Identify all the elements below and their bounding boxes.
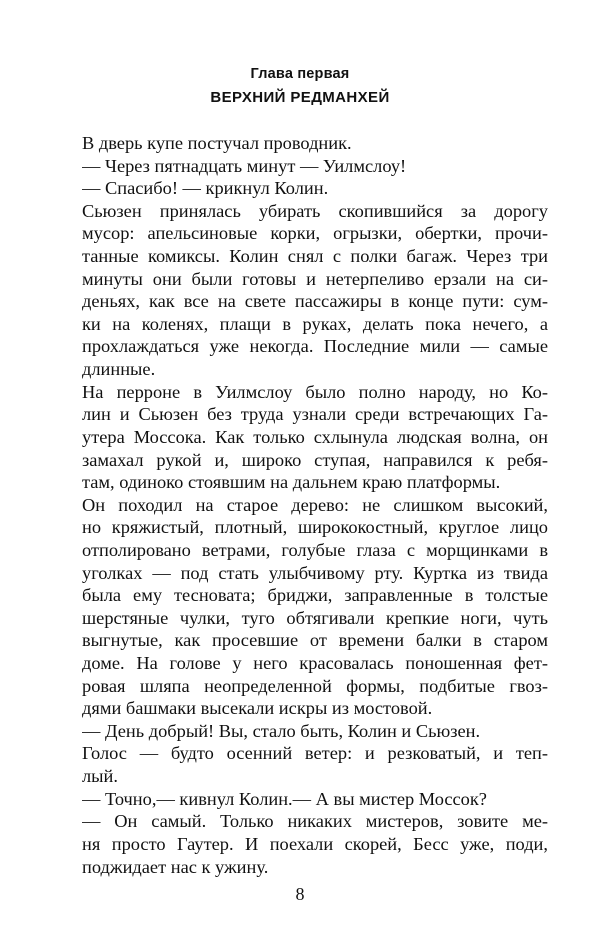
text-line: отполировано ветрами, голубые глаза с морщинками в <box>82 539 548 560</box>
text-line: ня просто Гаутер. И поехали скорей, Бесс уже, поди, <box>82 833 548 854</box>
text-line: ровая шляпа неопределенной формы, подбитые гвоз- <box>82 675 548 696</box>
text-line: — День добрый! Вы, стало быть, Колин и Сьюзен. <box>82 720 481 741</box>
text-line: мусор: апельсиновые корки, огрызки, обертки, прочи- <box>82 223 548 244</box>
text-line: замахал рукой и, широко ступая, направился к ребя- <box>82 449 548 470</box>
page-number: 8 <box>295 884 305 904</box>
text-line: уголках — под стать улыбчивому рту. Куртка из твида <box>82 562 548 583</box>
text-line: На перроне в Уилмслоу было полно народу, но Ко- <box>82 381 548 402</box>
chapter-label: Глава первая <box>250 66 350 82</box>
body-text <box>82 132 548 878</box>
text-line: деньях, как все на свете пассажиры в конце пути: сум- <box>82 291 548 312</box>
text-line: прохлаждаться уже некогда. Последние мили — самые <box>82 336 548 357</box>
text-line: Сьюзен принялась убирать скопившийся за дорогу <box>82 200 548 221</box>
text-line: но кряжистый, плотный, ширококостный, круглое лицо <box>82 517 548 538</box>
text-line: минуты они были готовы и нетерпеливо ерзали на си- <box>82 268 548 289</box>
text-line: доме. На голове у него красовалась поношенная фет- <box>82 653 548 674</box>
text-line: дями башмаки высекали искры из мостовой. <box>82 698 433 719</box>
text-line: лин и Сьюзен без труда узнали среди встречающих Га- <box>82 404 548 425</box>
text-line: выгнутые, как просевшие от времени балки в старом <box>82 630 548 651</box>
text-line: Он походил на старое дерево: не слишком высокий, <box>82 494 548 515</box>
text-line: В дверь купе постучал проводник. <box>82 133 352 153</box>
chapter-title: ВЕРХНИЙ РЕДМАНХЕЙ <box>210 89 390 106</box>
text-line: лый. <box>82 766 118 787</box>
text-line: — Через пятнадцать минут — Уилмслоу! <box>82 155 407 176</box>
text-line: ки на коленях, плащи в руках, делать пока нечего, а <box>82 313 548 334</box>
text-line: Голос — будто осенний ветер: и резковатый, и теп- <box>82 743 548 764</box>
text-line: там, одиноко стоявшим на дальнем краю платформы. <box>82 472 501 493</box>
text-line: — Точно,— кивнул Колин.— А вы мистер Моссок? <box>82 788 487 809</box>
text-line: была ему тесновата; бриджи, заправленные в толстые <box>82 585 548 606</box>
text-line: — Он самый. Только никаких мистеров, зовите ме- <box>82 811 548 832</box>
text-line: — Спасибо! — крикнул Колин. <box>82 178 329 199</box>
text-line: танные комиксы. Колин снял с полки багаж. Через три <box>82 246 548 267</box>
text-line: длинные. <box>82 359 156 380</box>
text-line: шерстяные чулки, туго обтягивали крепкие ноги, чуть <box>82 607 548 628</box>
text-line: утера Моссока. Как только схлынула людская волна, он <box>82 426 548 447</box>
text-line: поджидает нас к ужину. <box>82 856 269 877</box>
